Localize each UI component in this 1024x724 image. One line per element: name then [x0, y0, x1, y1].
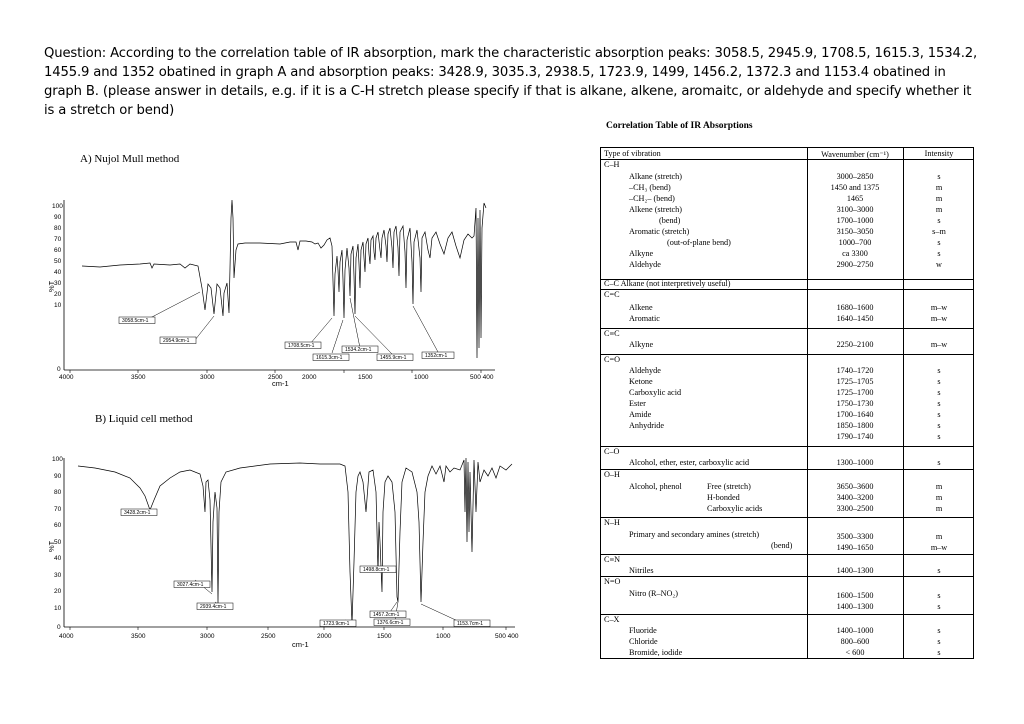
graph-a-spectrum	[40, 188, 540, 388]
intensity: s	[937, 377, 941, 386]
x-tick: 3000	[200, 374, 215, 381]
x-tick: 2500	[268, 374, 283, 381]
x-tick: 1000	[436, 633, 451, 640]
intensity: m	[935, 504, 943, 513]
intensity: w	[936, 260, 942, 269]
vibration-name: Alcohol, phenol	[629, 482, 682, 491]
y-axis-label: %T	[47, 540, 56, 552]
y-tick: 70	[54, 236, 62, 243]
intensity: m	[935, 532, 943, 541]
intensity: m	[935, 482, 943, 491]
y-tick: 60	[54, 247, 62, 254]
correlation-table	[600, 147, 974, 659]
wavenumber: 1400–1300	[836, 602, 874, 611]
vibration-name: Ester	[629, 399, 646, 408]
peak-label: 1708.5cm-1	[288, 343, 315, 349]
graph-b-spectrum	[40, 452, 540, 652]
y-tick: 100	[52, 203, 63, 210]
y-tick: 0	[57, 366, 61, 373]
wavenumber: 1725–1700	[836, 388, 874, 397]
intensity: s	[937, 566, 941, 575]
peak-label: 1153.7cm-1	[457, 621, 484, 627]
vibration-name: Aldehyde	[629, 366, 661, 375]
peak-label: 1457.2cm-1	[373, 612, 400, 618]
intensity: m–w	[930, 303, 948, 312]
graph-b-title: B) Liquid cell method	[95, 413, 193, 425]
x-tick: 4000	[59, 633, 74, 640]
y-tick: 10	[54, 302, 62, 309]
wavenumber: 3400–3200	[836, 493, 874, 502]
intensity: s–m	[932, 227, 946, 236]
intensity: s	[937, 591, 941, 600]
y-tick: 60	[54, 522, 62, 529]
peak-label: 1498.8cm-1	[363, 567, 390, 573]
wavenumber: 1600–1500	[836, 591, 874, 600]
wavenumber: 1400–1300	[836, 566, 874, 575]
intensity: s	[937, 637, 941, 646]
intensity: s	[937, 432, 941, 441]
vibration-name: Alkane (stretch)	[629, 172, 682, 181]
intensity: m	[935, 183, 943, 192]
intensity: m–w	[930, 314, 948, 323]
y-tick: 50	[54, 258, 62, 265]
wavenumber: 1750–1730	[836, 399, 874, 408]
wavenumber: 3650–3600	[836, 482, 874, 491]
x-tick: 2500	[261, 633, 276, 640]
x-tick: 500 400	[495, 633, 519, 640]
x-tick: 500 400	[470, 374, 494, 381]
question-text: Question: According to the correlation table of IR absorption, mark the characteristic absorption peaks: 3058.5, 2945.9, 1708.5, 1615.3, 1534.2, 1455.9 and 1352 obatined in graph A and absorption peaks: 3428.9, 3035.3, 2938.5, 1723.9, 1499, 1456.2, 1372.3 and 1153.4 obatined in graph B. (please answer in details, e.g. if it is a C-H stretch please specify if that is alkane, alkene, aromaitc, or aldehyde and specify whether it is a stretch or bend)	[44, 46, 978, 118]
peak-label: 1455.9cm-1	[380, 355, 407, 361]
vibration-name: Nitro (R–NO₂)	[629, 589, 679, 598]
x-tick: 2000	[302, 374, 317, 381]
vibration-name: –CH₃ (bend)	[629, 183, 671, 192]
vibration-name: –CH₂– (bend)	[629, 194, 675, 203]
peak-label: 3027.4cm-1	[177, 582, 204, 588]
x-axis-label: cm-1	[292, 640, 309, 649]
wavenumber: 1790–1740	[836, 432, 874, 441]
peak-label: 3058.5cm-1	[122, 318, 149, 324]
group-label: C–H	[604, 160, 620, 169]
y-tick: 0	[57, 624, 61, 631]
vibration-name: Nitriles	[629, 566, 654, 575]
intensity: m	[935, 205, 943, 214]
intensity: s	[937, 216, 941, 225]
cc-alkane-row: C–C Alkane (not interpretively useful)	[604, 279, 731, 288]
group-label: O–H	[604, 470, 620, 479]
vibration-name: Aldehyde	[629, 260, 661, 269]
peak-label: 3428.2cm-1	[124, 510, 151, 516]
group-label: N–H	[604, 518, 620, 527]
group-label: C≡N	[604, 555, 620, 564]
wavenumber: 2900–2750	[836, 260, 874, 269]
x-tick: 4000	[59, 374, 74, 381]
vibration-name: Aromatic	[629, 314, 660, 323]
peak-label: 2954.9cm-1	[163, 338, 190, 344]
y-tick: 40	[54, 269, 62, 276]
graph-a-title: A) Nujol Mull method	[80, 153, 180, 165]
x-tick: 1500	[358, 374, 373, 381]
intensity: s	[937, 366, 941, 375]
vibration-name: Aromatic (stretch)	[629, 227, 690, 236]
header-wavenumber: Wavenumber (cm⁻¹)	[821, 150, 889, 159]
x-tick: 3000	[200, 633, 215, 640]
x-tick: 3500	[131, 633, 146, 640]
peak-label: 1376.6cm-1	[377, 620, 404, 626]
vibration-name: (out-of-plane bend)	[667, 238, 731, 247]
intensity: s	[937, 249, 941, 258]
group-label: N=O	[604, 577, 621, 586]
vibration-name: (bend)	[771, 541, 793, 550]
wavenumber: 1450 and 1375	[830, 183, 880, 192]
y-tick: 20	[54, 588, 62, 595]
table-title: Correlation Table of IR Absorptions	[606, 121, 753, 131]
group-label: C–O	[604, 447, 620, 456]
y-tick: 40	[54, 555, 62, 562]
vibration-name: Alkene (stretch)	[629, 205, 682, 214]
vibration-name: Carboxylic acid	[629, 388, 682, 397]
x-tick: 1000	[414, 374, 429, 381]
group-label: C–X	[604, 615, 620, 624]
vibration-name: Free (stretch)	[707, 482, 751, 491]
x-tick: 2000	[317, 633, 332, 640]
y-tick: 50	[54, 539, 62, 546]
intensity: s	[937, 238, 941, 247]
y-tick: 100	[52, 456, 63, 463]
x-tick: 3500	[131, 374, 146, 381]
vibration-name: Alkyne	[629, 340, 654, 349]
wavenumber: 2250–2100	[836, 340, 874, 349]
vibration-name: Fluoride	[629, 626, 657, 635]
intensity: s	[937, 602, 941, 611]
wavenumber: < 600	[845, 648, 865, 657]
intensity: s	[937, 648, 941, 657]
y-tick: 30	[54, 280, 62, 287]
vibration-name: Alkyne	[629, 249, 654, 258]
y-axis-label: %T	[47, 280, 56, 292]
wavenumber: 1490–1650	[836, 543, 874, 552]
intensity: s	[937, 399, 941, 408]
wavenumber: 1465	[846, 194, 864, 203]
x-tick: 1500	[377, 633, 392, 640]
wavenumber: 1640–1450	[836, 314, 874, 323]
wavenumber: ca 3300	[842, 249, 868, 258]
intensity: s	[937, 172, 941, 181]
wavenumber: 3150–3050	[836, 227, 874, 236]
wavenumber: 1700–1000	[836, 216, 874, 225]
intensity: m–w	[930, 543, 948, 552]
wavenumber: 1700–1640	[836, 410, 874, 419]
wavenumber: 800–600	[840, 637, 870, 646]
vibration-name: Anhydride	[629, 421, 665, 430]
intensity: m–w	[930, 340, 948, 349]
group-label: C=O	[604, 355, 620, 364]
intensity: s	[937, 388, 941, 397]
y-tick: 10	[54, 605, 62, 612]
vibration-name: H-bonded	[707, 493, 740, 502]
intensity: s	[937, 410, 941, 419]
intensity: s	[937, 626, 941, 635]
peak-label: 2939.4cm-1	[200, 604, 227, 610]
peak-label: 1615.3cm-1	[316, 355, 343, 361]
peak-label: 1534.2cm-1	[345, 347, 372, 353]
vibration-name: Alcohol, ether, ester, carboxylic acid	[629, 458, 750, 467]
group-label: C≡C	[604, 329, 620, 338]
y-tick: 70	[54, 506, 62, 513]
vibration-name: Bromide, iodide	[629, 648, 683, 657]
y-tick: 80	[54, 225, 62, 232]
vibration-name: Amide	[629, 410, 652, 419]
vibration-name: Primary and secondary amines (stretch)	[629, 530, 760, 539]
vibration-name: Ketone	[629, 377, 653, 386]
wavenumber: 1850–1800	[836, 421, 874, 430]
peak-label: 1352cm-1	[425, 353, 448, 359]
wavenumber: 1400–1000	[836, 626, 874, 635]
y-tick: 30	[54, 572, 62, 579]
header-type: Type of vibration	[604, 149, 661, 158]
wavenumber: 1740–1720	[836, 366, 874, 375]
y-tick: 90	[54, 473, 62, 480]
header-intensity: Intensity	[924, 149, 954, 158]
vibration-name: (bend)	[659, 216, 681, 225]
y-tick: 90	[54, 214, 62, 221]
wavenumber: 1725–1705	[836, 377, 874, 386]
wavenumber: 1000–700	[838, 238, 872, 247]
vibration-name: Alkene	[629, 303, 653, 312]
intensity: s	[937, 458, 941, 467]
wavenumber: 1680–1600	[836, 303, 874, 312]
wavenumber: 1300–1000	[836, 458, 874, 467]
wavenumber: 3100–3000	[836, 205, 874, 214]
wavenumber: 3500–3300	[836, 532, 874, 541]
y-tick: 20	[54, 291, 62, 298]
intensity: m	[935, 194, 943, 203]
vibration-name: Chloride	[629, 637, 658, 646]
peak-label: 1723.9cm-1	[323, 621, 350, 627]
intensity: m	[935, 493, 943, 502]
wavenumber: 3000–2850	[836, 172, 874, 181]
y-tick: 80	[54, 489, 62, 496]
group-label: C=C	[604, 290, 620, 299]
intensity: s	[937, 421, 941, 430]
wavenumber: 3300–2500	[836, 504, 874, 513]
x-axis-label: cm-1	[272, 379, 289, 388]
vibration-name: Carboxylic acids	[707, 504, 763, 513]
